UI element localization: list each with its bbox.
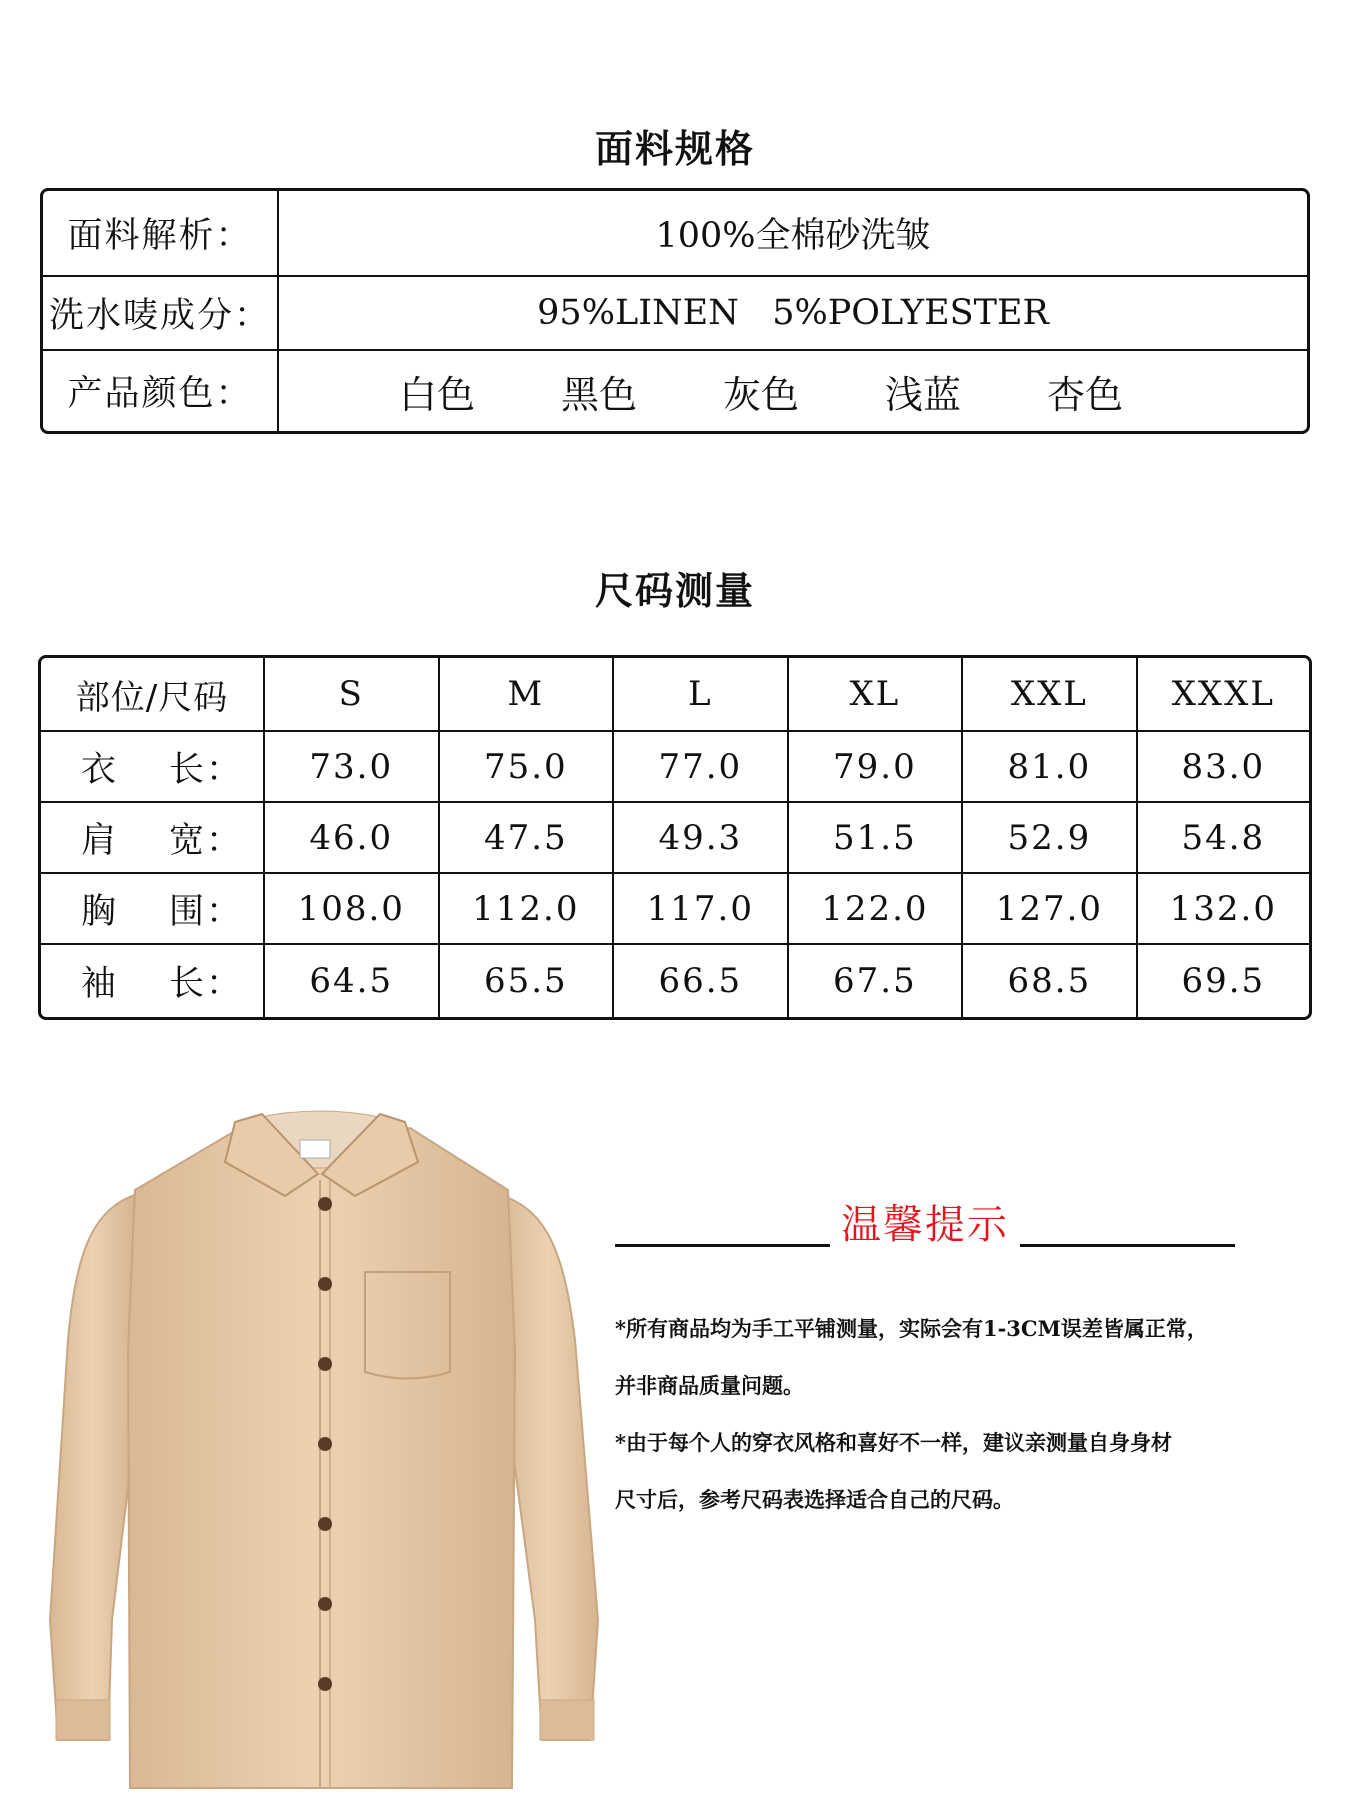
color-option: 杏色 <box>1047 372 1124 417</box>
size-cell: 52.9 <box>963 803 1138 874</box>
size-header: S <box>265 658 440 732</box>
size-row-label: 衣 长： <box>41 732 265 803</box>
fabric-row-label: 洗水唛成分： <box>43 277 279 351</box>
size-row <box>41 732 1309 803</box>
size-header: XL <box>789 658 964 732</box>
tips-line: *所有商品均为手工平铺测量，实际会有1-3CM误差皆属正常， <box>615 1316 1208 1341</box>
tips-divider-left <box>615 1244 830 1247</box>
tips-line: 并非商品质量问题。 <box>615 1373 804 1398</box>
tips-header <box>615 1185 1235 1255</box>
size-cell: 75.0 <box>440 732 615 803</box>
size-cell: 79.0 <box>789 732 964 803</box>
size-cell: 132.0 <box>1138 874 1309 945</box>
tips-line: *由于每个人的穿衣风格和喜好不一样，建议亲测量自身身材 <box>615 1430 1172 1455</box>
product-shirt-image <box>30 1100 620 1790</box>
fabric-row <box>43 351 1307 431</box>
color-option: 白色 <box>399 372 476 417</box>
fabric-spec-table <box>40 188 1310 434</box>
size-cell: 68.5 <box>963 945 1138 1017</box>
color-option: 黑色 <box>561 372 638 417</box>
size-header-row <box>41 658 1309 732</box>
size-cell: 122.0 <box>789 874 964 945</box>
size-header: XXXL <box>1138 658 1309 732</box>
size-row <box>41 945 1309 1017</box>
size-cell: 47.5 <box>440 803 615 874</box>
size-header: L <box>614 658 789 732</box>
fabric-row <box>43 191 1307 277</box>
size-cell: 66.5 <box>614 945 789 1017</box>
color-option: 浅蓝 <box>885 372 962 417</box>
tips-title: 温馨提示 <box>841 1202 1009 1248</box>
size-row-label: 肩 宽： <box>41 803 265 874</box>
size-section-title: 尺码测量 <box>594 569 755 613</box>
size-cell: 127.0 <box>963 874 1138 945</box>
size-cell: 108.0 <box>265 874 440 945</box>
fabric-row-label: 面料解析： <box>43 191 279 277</box>
size-cell: 54.8 <box>1138 803 1309 874</box>
size-cell: 64.5 <box>265 945 440 1017</box>
size-corner-label: 部位/尺码 <box>41 658 265 732</box>
size-header: XXL <box>963 658 1138 732</box>
size-cell: 83.0 <box>1138 732 1309 803</box>
size-row <box>41 803 1309 874</box>
fabric-row <box>43 277 1307 351</box>
fabric-section-title: 面料规格 <box>594 127 755 171</box>
size-cell: 73.0 <box>265 732 440 803</box>
size-cell: 65.5 <box>440 945 615 1017</box>
size-cell: 67.5 <box>789 945 964 1017</box>
fabric-colors-label: 产品颜色： <box>43 351 279 431</box>
color-option: 灰色 <box>723 372 800 417</box>
size-cell: 77.0 <box>614 732 789 803</box>
size-cell: 51.5 <box>789 803 964 874</box>
size-header: M <box>440 658 615 732</box>
size-row-label: 袖 长： <box>41 945 265 1017</box>
size-cell: 81.0 <box>963 732 1138 803</box>
tips-divider-right <box>1020 1244 1235 1247</box>
size-chart-table <box>38 655 1312 1020</box>
size-cell: 117.0 <box>614 874 789 945</box>
size-cell: 46.0 <box>265 803 440 874</box>
fabric-row-value: 95%LINEN 5%POLYESTER <box>279 277 1307 351</box>
size-row <box>41 874 1309 945</box>
fabric-colors-list <box>279 351 1307 431</box>
size-cell: 69.5 <box>1181 961 1266 1001</box>
size-cell: 112.0 <box>440 874 615 945</box>
size-cell: 49.3 <box>614 803 789 874</box>
tips-notes <box>615 1300 1325 1528</box>
tips-line: 尺寸后，参考尺码表选择适合自己的尺码。 <box>615 1487 1014 1512</box>
fabric-row-value: 100%全棉砂洗皱 <box>279 191 1307 277</box>
size-row-label: 胸 围： <box>41 874 265 945</box>
